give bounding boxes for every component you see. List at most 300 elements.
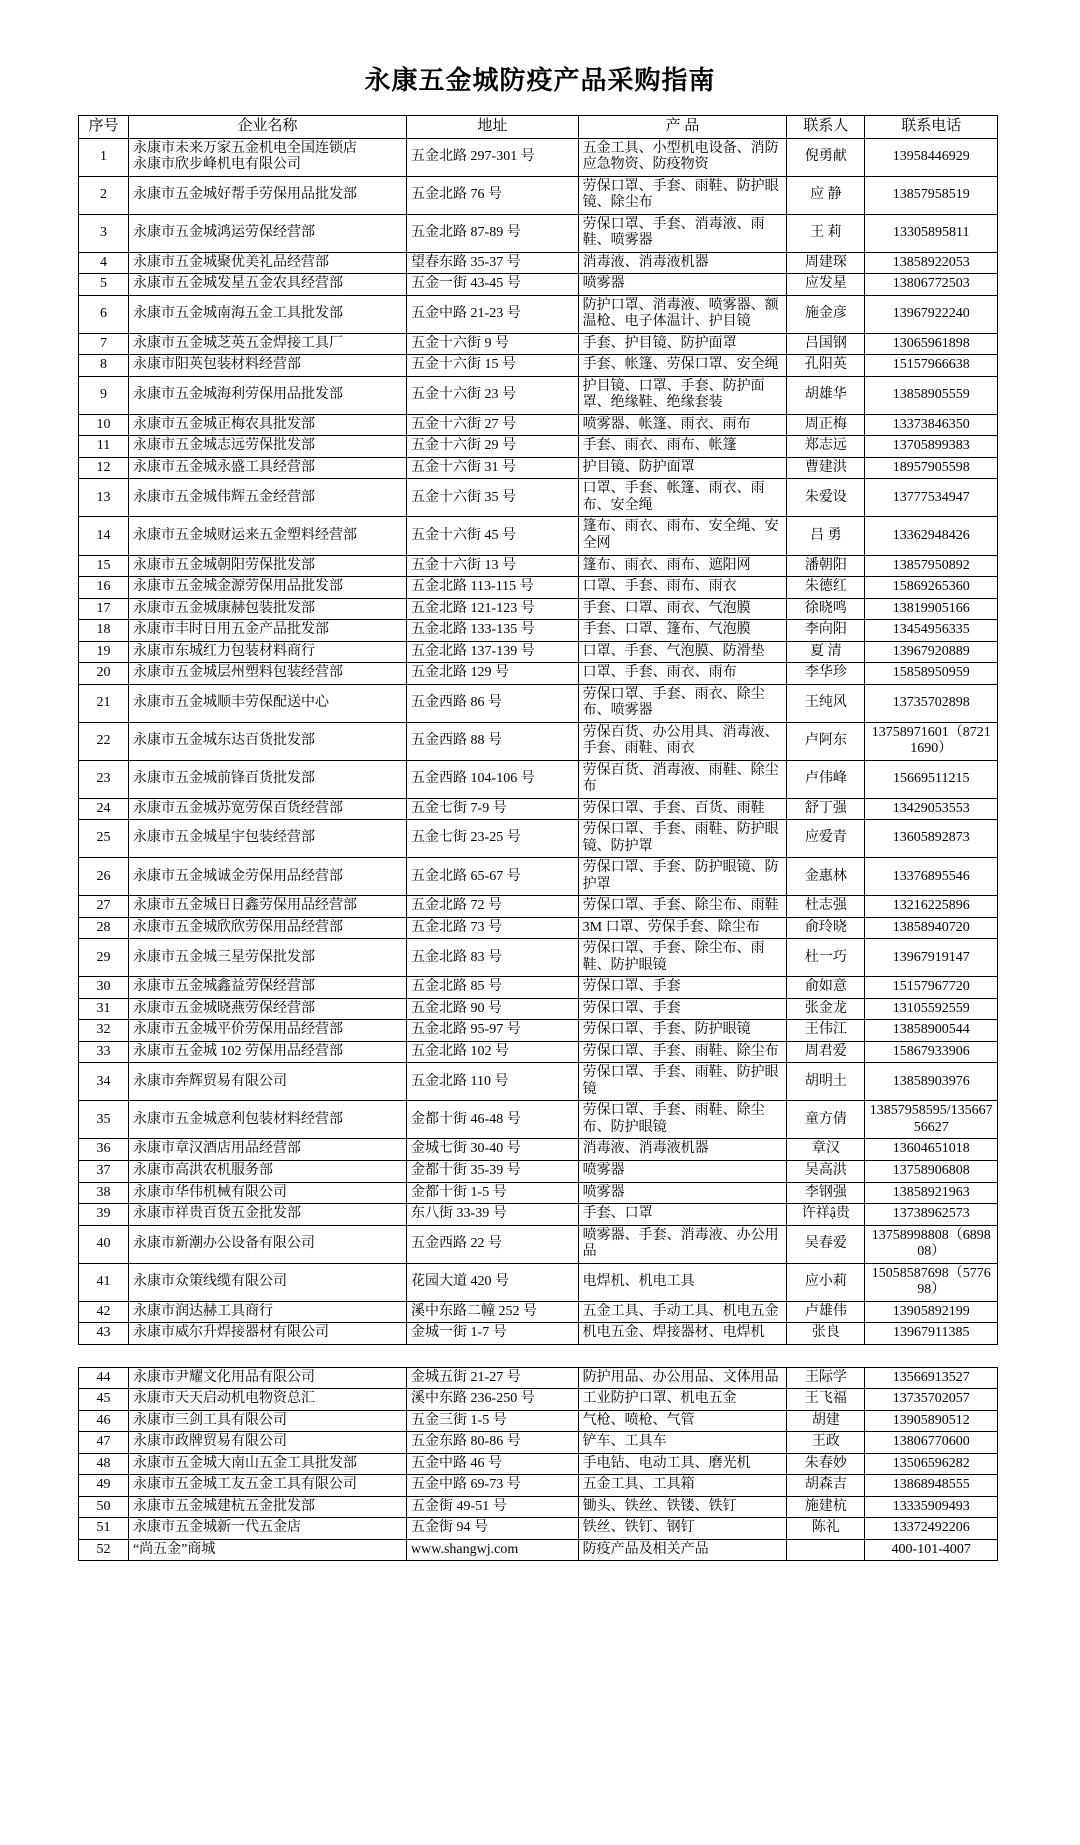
cell-company-name: 永康市五金城星宇包装经营部 xyxy=(128,820,406,858)
cell-product: 劳保口罩、手套、除尘布、雨鞋、防护眼镜 xyxy=(578,939,787,977)
cell-index: 16 xyxy=(79,577,129,599)
cell-contact-person: 朱春妙 xyxy=(787,1453,865,1475)
cell-product: 劳保口罩、手套、防护眼镜 xyxy=(578,1020,787,1042)
table-row xyxy=(79,295,998,333)
cell-contact-person: 徐晓鸣 xyxy=(787,598,865,620)
table-row xyxy=(79,977,998,999)
cell-contact-person: 金惠林 xyxy=(787,858,865,896)
cell-company-name: 永康市众策线缆有限公司 xyxy=(128,1263,406,1301)
cell-phone: 13735702898 xyxy=(865,684,998,722)
cell-address: 溪中东路 236-250 号 xyxy=(407,1389,579,1411)
cell-address: 五金北路 297-301 号 xyxy=(407,138,579,176)
cell-address: 五金七街 7-9 号 xyxy=(407,798,579,820)
table-row xyxy=(79,641,998,663)
cell-contact-person: 吴春爱 xyxy=(787,1225,865,1263)
cell-product: 五金工具、小型机电设备、消防应急物资、防疫物资 xyxy=(578,138,787,176)
table-part-1-wrapper xyxy=(78,115,1002,1345)
cell-company-name: 永康市东城红力包装材料商行 xyxy=(128,641,406,663)
cell-contact-person: 王 莉 xyxy=(787,214,865,252)
cell-company-name: 永康市五金城意利包装材料经营部 xyxy=(128,1101,406,1139)
table-row xyxy=(79,1539,998,1561)
cell-product: 3M 口罩、劳保手套、除尘布 xyxy=(578,917,787,939)
table-row xyxy=(79,1225,998,1263)
cell-address: 五金北路 76 号 xyxy=(407,176,579,214)
cell-index: 48 xyxy=(79,1453,129,1475)
cell-index: 28 xyxy=(79,917,129,939)
cell-phone: 15157966638 xyxy=(865,355,998,377)
column-header-product: 产 品 xyxy=(578,116,787,139)
cell-index: 46 xyxy=(79,1410,129,1432)
cell-product: 喷雾器 xyxy=(578,1182,787,1204)
column-header-address: 地址 xyxy=(407,116,579,139)
cell-company-name: 永康市威尔升焊接器材有限公司 xyxy=(128,1323,406,1345)
table-header xyxy=(79,116,998,139)
cell-contact-person: 胡森吉 xyxy=(787,1475,865,1497)
cell-contact-person: 周君爱 xyxy=(787,1041,865,1063)
cell-company-name: 永康市五金城好帮手劳保用品批发部 xyxy=(128,176,406,214)
table-row xyxy=(79,1453,998,1475)
cell-address: 金都十街 46-48 号 xyxy=(407,1101,579,1139)
table-row xyxy=(79,1204,998,1226)
cell-phone: 13566913527 xyxy=(865,1367,998,1389)
table-body-part-1 xyxy=(79,138,998,1344)
cell-address: 五金街 94 号 xyxy=(407,1518,579,1540)
cell-contact-person: 吴高洪 xyxy=(787,1160,865,1182)
cell-index: 17 xyxy=(79,598,129,620)
cell-index: 41 xyxy=(79,1263,129,1301)
cell-company-name: 永康市五金城三星劳保批发部 xyxy=(128,939,406,977)
cell-address: 五金街 49-51 号 xyxy=(407,1496,579,1518)
cell-company-name: 永康市五金城海利劳保用品批发部 xyxy=(128,376,406,414)
cell-phone: 13362948426 xyxy=(865,517,998,555)
cell-product: 口罩、手套、雨布、雨衣 xyxy=(578,577,787,599)
cell-phone: 13905890512 xyxy=(865,1410,998,1432)
table-row xyxy=(79,917,998,939)
table-row xyxy=(79,376,998,414)
cell-company-name: 永康市五金城诚金劳保用品经营部 xyxy=(128,858,406,896)
cell-index: 7 xyxy=(79,333,129,355)
cell-contact-person: 张良 xyxy=(787,1323,865,1345)
cell-phone: 13777534947 xyxy=(865,479,998,517)
cell-product: 口罩、手套、雨衣、雨布 xyxy=(578,663,787,685)
cell-product: 消毒液、消毒液机器 xyxy=(578,1139,787,1161)
cell-phone: 400-101-4007 xyxy=(865,1539,998,1561)
cell-address: 五金西路 86 号 xyxy=(407,684,579,722)
cell-contact-person: 应小莉 xyxy=(787,1263,865,1301)
cell-phone: 13806772503 xyxy=(865,274,998,296)
cell-company-name: “尚五金”商城 xyxy=(128,1539,406,1561)
cell-address: 五金北路 95-97 号 xyxy=(407,1020,579,1042)
cell-contact-person: 应 静 xyxy=(787,176,865,214)
cell-product: 劳保百货、办公用具、消毒液、手套、雨鞋、雨衣 xyxy=(578,722,787,760)
cell-address: 溪中东路二幢 252 号 xyxy=(407,1301,579,1323)
cell-product: 锄头、铁丝、铁镂、铁钉 xyxy=(578,1496,787,1518)
table-row xyxy=(79,663,998,685)
cell-contact-person: 潘朝阳 xyxy=(787,555,865,577)
table-row xyxy=(79,1389,998,1411)
cell-company-name: 永康市润达赫工具商行 xyxy=(128,1301,406,1323)
cell-product: 手电钻、电动工具、磨光机 xyxy=(578,1453,787,1475)
table-row xyxy=(79,414,998,436)
cell-company-name: 永康市五金城晓燕劳保经营部 xyxy=(128,998,406,1020)
cell-index: 29 xyxy=(79,939,129,977)
cell-company-name: 永康市五金城鸿运劳保经营部 xyxy=(128,214,406,252)
cell-contact-person: 应发星 xyxy=(787,274,865,296)
cell-address: 五金北路 129 号 xyxy=(407,663,579,685)
cell-phone: 13958446929 xyxy=(865,138,998,176)
cell-phone: 13735702057 xyxy=(865,1389,998,1411)
cell-index: 13 xyxy=(79,479,129,517)
cell-index: 36 xyxy=(79,1139,129,1161)
cell-company-name: 永康市五金城康赫包装批发部 xyxy=(128,598,406,620)
table-row xyxy=(79,998,998,1020)
column-header-index: 序号 xyxy=(79,116,129,139)
cell-product: 气枪、喷枪、气管 xyxy=(578,1410,787,1432)
cell-phone: 15858950959 xyxy=(865,663,998,685)
cell-product: 劳保口罩、手套、雨鞋、防护眼镜 xyxy=(578,1063,787,1101)
table-part-2-wrapper xyxy=(78,1367,1002,1562)
cell-contact-person: 胡建 xyxy=(787,1410,865,1432)
cell-address: 五金中路 69-73 号 xyxy=(407,1475,579,1497)
cell-phone: 13738962573 xyxy=(865,1204,998,1226)
cell-product: 机电五金、焊接器材、电焊机 xyxy=(578,1323,787,1345)
cell-product: 五金工具、工具箱 xyxy=(578,1475,787,1497)
table-row xyxy=(79,1101,998,1139)
table-row xyxy=(79,1020,998,1042)
cell-product: 劳保口罩、手套、除尘布、雨鞋 xyxy=(578,896,787,918)
cell-address: 望春东路 35-37 号 xyxy=(407,252,579,274)
cell-index: 11 xyxy=(79,436,129,458)
cell-company-name: 永康市五金城欣欣劳保用品经营部 xyxy=(128,917,406,939)
cell-index: 47 xyxy=(79,1432,129,1454)
table-row xyxy=(79,684,998,722)
table-row xyxy=(79,1410,998,1432)
cell-phone: 13905892199 xyxy=(865,1301,998,1323)
cell-contact-person: 俞如意 xyxy=(787,977,865,999)
cell-company-name: 永康市五金城聚优美礼品经营部 xyxy=(128,252,406,274)
cell-address: 五金北路 102 号 xyxy=(407,1041,579,1063)
cell-contact-person: 胡明土 xyxy=(787,1063,865,1101)
cell-contact-person: 施金彦 xyxy=(787,295,865,333)
cell-phone: 13857958519 xyxy=(865,176,998,214)
cell-address: 五金北路 72 号 xyxy=(407,896,579,918)
cell-address: www.shangwj.com xyxy=(407,1539,579,1561)
cell-product: 手套、雨衣、雨布、帐篷 xyxy=(578,436,787,458)
table-row xyxy=(79,1063,998,1101)
cell-address: 金都十街 35-39 号 xyxy=(407,1160,579,1182)
cell-index: 9 xyxy=(79,376,129,414)
table-row xyxy=(79,274,998,296)
cell-company-name: 永康市政牌贸易有限公司 xyxy=(128,1432,406,1454)
cell-product: 劳保口罩、手套、消毒液、雨鞋、喷雾器 xyxy=(578,214,787,252)
cell-address: 五金中路 21-23 号 xyxy=(407,295,579,333)
cell-index: 5 xyxy=(79,274,129,296)
cell-contact-person: 陈礼 xyxy=(787,1518,865,1540)
cell-phone: 13454956335 xyxy=(865,620,998,642)
cell-contact-person: 张金龙 xyxy=(787,998,865,1020)
cell-phone: 13858900544 xyxy=(865,1020,998,1042)
cell-index: 25 xyxy=(79,820,129,858)
cell-phone: 15157967720 xyxy=(865,977,998,999)
cell-contact-person: 李华珍 xyxy=(787,663,865,685)
cell-index: 2 xyxy=(79,176,129,214)
cell-product: 防护用品、办公用品、文体用品 xyxy=(578,1367,787,1389)
cell-company-name: 永康市华伟机械有限公司 xyxy=(128,1182,406,1204)
cell-product: 劳保口罩、手套 xyxy=(578,998,787,1020)
cell-company-name: 永康市未来万家五金机电全国连锁店 永康市欣步峰机电有限公司 xyxy=(128,138,406,176)
cell-index: 26 xyxy=(79,858,129,896)
table-row xyxy=(79,555,998,577)
table-body-part-2 xyxy=(79,1367,998,1561)
table-row xyxy=(79,722,998,760)
cell-company-name: 永康市五金城金源劳保用品批发部 xyxy=(128,577,406,599)
cell-phone: 13858940720 xyxy=(865,917,998,939)
cell-product: 手套、护目镜、防护面罩 xyxy=(578,333,787,355)
cell-address: 五金西路 104-106 号 xyxy=(407,760,579,798)
cell-phone: 13372492206 xyxy=(865,1518,998,1540)
cell-product: 消毒液、消毒液机器 xyxy=(578,252,787,274)
cell-product: 五金工具、手动工具、机电五金 xyxy=(578,1301,787,1323)
cell-phone: 13376895546 xyxy=(865,858,998,896)
cell-product: 劳保口罩、手套、雨鞋、除尘布、防护眼镜 xyxy=(578,1101,787,1139)
cell-address: 五金北路 90 号 xyxy=(407,998,579,1020)
cell-index: 51 xyxy=(79,1518,129,1540)
cell-contact-person: 杜志强 xyxy=(787,896,865,918)
cell-phone: 15669511215 xyxy=(865,760,998,798)
cell-product: 喷雾器、帐篷、雨衣、雨布 xyxy=(578,414,787,436)
cell-address: 五金北路 87-89 号 xyxy=(407,214,579,252)
cell-phone: 15058587698（577698） xyxy=(865,1263,998,1301)
procurement-table-part-2 xyxy=(78,1367,998,1562)
cell-product: 护目镜、防护面罩 xyxy=(578,457,787,479)
cell-index: 49 xyxy=(79,1475,129,1497)
procurement-table-part-1 xyxy=(78,115,998,1345)
cell-phone: 13858921963 xyxy=(865,1182,998,1204)
cell-product: 劳保口罩、手套、雨衣、除尘布、喷雾器 xyxy=(578,684,787,722)
cell-company-name: 永康市五金城志远劳保批发部 xyxy=(128,436,406,458)
cell-contact-person: 周建琛 xyxy=(787,252,865,274)
cell-phone: 13705899383 xyxy=(865,436,998,458)
cell-phone: 13967920889 xyxy=(865,641,998,663)
cell-index: 24 xyxy=(79,798,129,820)
column-header-phone: 联系电话 xyxy=(865,116,998,139)
cell-phone: 13819905166 xyxy=(865,598,998,620)
column-header-contact: 联系人 xyxy=(787,116,865,139)
cell-index: 33 xyxy=(79,1041,129,1063)
cell-address: 五金七街 23-25 号 xyxy=(407,820,579,858)
table-row xyxy=(79,138,998,176)
cell-company-name: 永康市五金城南海五金工具批发部 xyxy=(128,295,406,333)
cell-product: 喷雾器 xyxy=(578,274,787,296)
cell-address: 五金北路 65-67 号 xyxy=(407,858,579,896)
cell-phone: 13604651018 xyxy=(865,1139,998,1161)
cell-company-name: 永康市祥贵百货五金批发部 xyxy=(128,1204,406,1226)
cell-phone: 13373846350 xyxy=(865,414,998,436)
cell-company-name: 永康市五金城建杭五金批发部 xyxy=(128,1496,406,1518)
cell-phone: 13858905559 xyxy=(865,376,998,414)
cell-phone: 13429053553 xyxy=(865,798,998,820)
cell-index: 43 xyxy=(79,1323,129,1345)
cell-address: 五金北路 133-135 号 xyxy=(407,620,579,642)
cell-contact-person xyxy=(787,1539,865,1561)
cell-index: 23 xyxy=(79,760,129,798)
cell-product: 劳保口罩、手套、百货、雨鞋 xyxy=(578,798,787,820)
cell-phone: 13216225896 xyxy=(865,896,998,918)
cell-index: 39 xyxy=(79,1204,129,1226)
cell-contact-person: 王伟江 xyxy=(787,1020,865,1042)
cell-address: 五金东路 80-86 号 xyxy=(407,1432,579,1454)
cell-phone: 15867933906 xyxy=(865,1041,998,1063)
cell-address: 五金北路 137-139 号 xyxy=(407,641,579,663)
cell-contact-person: 郑志远 xyxy=(787,436,865,458)
cell-contact-person: 卢伟峰 xyxy=(787,760,865,798)
cell-address: 金都十街 1-5 号 xyxy=(407,1182,579,1204)
cell-phone: 15869265360 xyxy=(865,577,998,599)
cell-phone: 13758998808（689808） xyxy=(865,1225,998,1263)
cell-contact-person: 王纯风 xyxy=(787,684,865,722)
cell-company-name: 永康市尹耀文化用品有限公司 xyxy=(128,1367,406,1389)
cell-phone: 13335909493 xyxy=(865,1496,998,1518)
cell-index: 50 xyxy=(79,1496,129,1518)
cell-address: 五金北路 73 号 xyxy=(407,917,579,939)
cell-contact-person: 孔阳英 xyxy=(787,355,865,377)
cell-index: 45 xyxy=(79,1389,129,1411)
cell-company-name: 永康市章汉酒店用品经营部 xyxy=(128,1139,406,1161)
table-row xyxy=(79,1367,998,1389)
cell-contact-person: 王政 xyxy=(787,1432,865,1454)
cell-company-name: 永康市五金城大南山五金工具批发部 xyxy=(128,1453,406,1475)
cell-address: 东八街 33-39 号 xyxy=(407,1204,579,1226)
cell-index: 44 xyxy=(79,1367,129,1389)
cell-company-name: 永康市五金城永盛工具经营部 xyxy=(128,457,406,479)
cell-company-name: 永康市天天启动机电物资总汇 xyxy=(128,1389,406,1411)
table-row xyxy=(79,1475,998,1497)
cell-product: 劳保口罩、手套、雨鞋、防护眼镜、防护罩 xyxy=(578,820,787,858)
table-row xyxy=(79,1041,998,1063)
cell-product: 篷布、雨衣、雨布、遮阳网 xyxy=(578,555,787,577)
table-header-row xyxy=(79,116,998,139)
cell-address: 金城一街 1-7 号 xyxy=(407,1323,579,1345)
cell-phone: 13506596282 xyxy=(865,1453,998,1475)
cell-address: 五金十六街 15 号 xyxy=(407,355,579,377)
cell-company-name: 永康市五金城日日鑫劳保用品经营部 xyxy=(128,896,406,918)
column-header-company: 企业名称 xyxy=(128,116,406,139)
cell-contact-person: 应爱青 xyxy=(787,820,865,858)
cell-phone: 13967922240 xyxy=(865,295,998,333)
cell-index: 34 xyxy=(79,1063,129,1101)
table-row xyxy=(79,1323,998,1345)
cell-address: 五金三街 1-5 号 xyxy=(407,1410,579,1432)
table-row xyxy=(79,214,998,252)
cell-contact-person: 王际学 xyxy=(787,1367,865,1389)
cell-product: 喷雾器 xyxy=(578,1160,787,1182)
cell-index: 15 xyxy=(79,555,129,577)
cell-address: 五金十六街 29 号 xyxy=(407,436,579,458)
cell-phone: 13605892873 xyxy=(865,820,998,858)
cell-company-name: 永康市五金城东达百货批发部 xyxy=(128,722,406,760)
cell-product: 喷雾器、手套、消毒液、办公用品 xyxy=(578,1225,787,1263)
table-row xyxy=(79,760,998,798)
table-row xyxy=(79,252,998,274)
cell-index: 40 xyxy=(79,1225,129,1263)
cell-index: 37 xyxy=(79,1160,129,1182)
cell-index: 4 xyxy=(79,252,129,274)
cell-address: 五金西路 88 号 xyxy=(407,722,579,760)
table-row xyxy=(79,1160,998,1182)
cell-contact-person: 李钢强 xyxy=(787,1182,865,1204)
cell-company-name: 永康市五金城正梅农具批发部 xyxy=(128,414,406,436)
cell-contact-person: 吕 勇 xyxy=(787,517,865,555)
cell-product: 篷布、雨衣、雨布、安全绳、安全网 xyxy=(578,517,787,555)
table-row xyxy=(79,858,998,896)
cell-company-name: 永康市五金城苏宽劳保百货经营部 xyxy=(128,798,406,820)
cell-phone: 13305895811 xyxy=(865,214,998,252)
cell-phone: 18957905598 xyxy=(865,457,998,479)
table-row xyxy=(79,1301,998,1323)
cell-contact-person: 杜一巧 xyxy=(787,939,865,977)
cell-product: 电焊机、机电工具 xyxy=(578,1263,787,1301)
cell-product: 护目镜、口罩、手套、防护面罩、绝缘鞋、绝缘套装 xyxy=(578,376,787,414)
table-row xyxy=(79,517,998,555)
cell-product: 劳保口罩、手套、雨鞋、防护眼镜、除尘布 xyxy=(578,176,787,214)
cell-contact-person: 夏 清 xyxy=(787,641,865,663)
cell-product: 手套、口罩、篷布、气泡膜 xyxy=(578,620,787,642)
cell-contact-person: 朱爱设 xyxy=(787,479,865,517)
table-row xyxy=(79,1139,998,1161)
cell-phone: 13065961898 xyxy=(865,333,998,355)
table-row xyxy=(79,1518,998,1540)
cell-product: 铁丝、铁钉、钢钉 xyxy=(578,1518,787,1540)
cell-contact-person: 许祥ậ贵 xyxy=(787,1204,865,1226)
cell-index: 1 xyxy=(79,138,129,176)
table-row xyxy=(79,820,998,858)
table-row xyxy=(79,1496,998,1518)
cell-address: 金城七街 30-40 号 xyxy=(407,1139,579,1161)
cell-address: 金城五街 21-27 号 xyxy=(407,1367,579,1389)
cell-phone: 13857958595/13566756627 xyxy=(865,1101,998,1139)
cell-phone: 13868948555 xyxy=(865,1475,998,1497)
table-row xyxy=(79,598,998,620)
cell-product: 劳保口罩、手套、雨鞋、除尘布 xyxy=(578,1041,787,1063)
cell-index: 30 xyxy=(79,977,129,999)
cell-contact-person: 王飞福 xyxy=(787,1389,865,1411)
cell-address: 五金中路 46 号 xyxy=(407,1453,579,1475)
cell-index: 6 xyxy=(79,295,129,333)
cell-contact-person: 卢雄伟 xyxy=(787,1301,865,1323)
cell-company-name: 永康市五金城顺丰劳保配送中心 xyxy=(128,684,406,722)
cell-product: 手套、口罩、雨衣、气泡膜 xyxy=(578,598,787,620)
table-row xyxy=(79,896,998,918)
cell-address: 五金十六街 31 号 xyxy=(407,457,579,479)
cell-company-name: 永康市三剑工具有限公司 xyxy=(128,1410,406,1432)
cell-address: 五金北路 83 号 xyxy=(407,939,579,977)
table-row xyxy=(79,798,998,820)
cell-address: 五金一街 43-45 号 xyxy=(407,274,579,296)
cell-phone: 13858903976 xyxy=(865,1063,998,1101)
cell-contact-person: 章汉 xyxy=(787,1139,865,1161)
cell-address: 五金十六街 45 号 xyxy=(407,517,579,555)
cell-contact-person: 朱德红 xyxy=(787,577,865,599)
cell-index: 38 xyxy=(79,1182,129,1204)
cell-company-name: 永康市五金城发星五金农具经营部 xyxy=(128,274,406,296)
cell-address: 五金北路 85 号 xyxy=(407,977,579,999)
cell-address: 五金十六街 23 号 xyxy=(407,376,579,414)
cell-index: 35 xyxy=(79,1101,129,1139)
cell-phone: 13858922053 xyxy=(865,252,998,274)
cell-address: 五金北路 110 号 xyxy=(407,1063,579,1101)
cell-company-name: 永康市五金城新一代五金店 xyxy=(128,1518,406,1540)
cell-company-name: 永康市五金城前锋百货批发部 xyxy=(128,760,406,798)
